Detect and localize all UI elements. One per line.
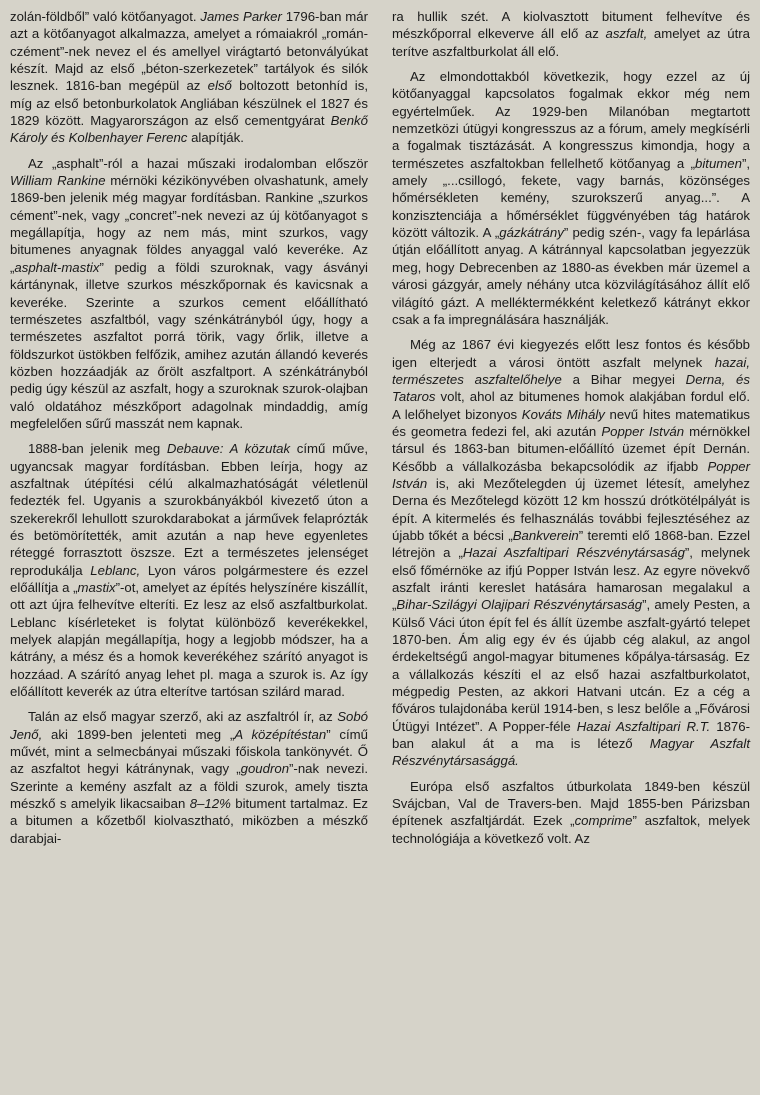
text-run: Európa első aszfaltos útburkolata 1849-ben készül Svájcban, Val de Travers-ben. Majd 1855-ben Párizsban építenek aszfaltjárdát. Ezek „ bbox=[392, 778, 750, 829]
text-run: Talán az első magyar szerző, aki az aszfaltról ír, az bbox=[28, 709, 338, 725]
text-run: mérnöki kézikönyvében olvashatunk, amely 1869-ben jelenik még magyar fordításban. Rankine „szurkos cément”-nek, vagy „concret”-nek nevezi az új kötőanyagot s megállapítja, hogy az nem más, mint szurkos, vagy bitumenes anyagnak földes anyaggal való keveréke. Az „ bbox=[10, 173, 368, 275]
text-run: a Bihar megyei bbox=[561, 371, 686, 387]
text-run: Lyon város polgármestere és ezzel előállítja a „ bbox=[10, 562, 368, 595]
italic-text: Sobó Jenő, bbox=[10, 709, 368, 742]
text-run: is, aki Mezőtelegden új üzemet létesít, amelyhez Derna és Mezőtelegd között 12 km hosszú drótkötélpályát is épít. A kitermelés és felhasználás további fejlesztéséhez az újabb tőkét a bécsi „ bbox=[392, 475, 750, 543]
italic-text: Bankverein bbox=[512, 527, 579, 543]
text-run: ”, amely Pesten, a Külső Váci úton épít fel és állít üzembe aszfalt-gyártó telepet 1870-ben. Ám alig egy év és újabb cég alakul, az angol érdekeltségű angol-magyar bitumenes kőpálya-társaság. Ez a vállalkozás készíti el az első hazai aszfaltburkolatot, mégpedig Pesten, az akkori Hatvani utcán. Ez a cég a főváros tulajdonába kerül 1914-ben, s lesz belőle a „Fővárosi Útügyi Intézet”. A Popper-féle bbox=[392, 597, 751, 734]
italic-text: Popper István bbox=[601, 423, 685, 439]
text-run: ” aszfaltok, melyek technológiája a következő volt. Az bbox=[392, 813, 751, 846]
text-run: volt, ahol az bitumenes homok alakjában fordul elő. A lelőhelyet bizonyos bbox=[392, 389, 750, 422]
paragraph bbox=[10, 8, 368, 147]
text-run: zolán-földből” való kötőanyagot. bbox=[10, 9, 201, 24]
right-column bbox=[392, 8, 750, 1095]
text-run: ” teremti elő 1868-ban. Ezzel létrejön a „ bbox=[392, 527, 751, 561]
italic-text: bitumen bbox=[695, 155, 742, 171]
italic-text: Benkő Károly és Kolbenhayer Ferenc bbox=[10, 113, 368, 146]
italic-text: gázkátrány bbox=[499, 225, 564, 241]
paragraph bbox=[392, 8, 750, 60]
italic-text: Hazai Aszfaltipari Részvénytársaság bbox=[462, 545, 685, 561]
text-run: Az elmondottakból következik, hogy ezzel az új kötőanyaggal kapcsolatos fogalmak ekkor még nem egyértelműek. Az 1929-ben Milanóban megtartott nemzetközi útügyi kongresszus az a fórum, amely megkísérli a fogalmak tisztázását. A kongresszus kimondja, hogy a természetes aszfaltokban fellelhető kötőanyag a „ bbox=[392, 69, 750, 171]
paragraph bbox=[10, 155, 368, 433]
text-run: ”-nak nevezi. Szerinte a kemény aszfalt az a földi szurok, amely tiszta mészkő s amelyik likacsaiban bbox=[10, 761, 368, 812]
italic-text: asphalt-mastix bbox=[14, 259, 100, 275]
text-run: ”, melynek első főmérnöke az ifjú Popper István lesz. Az egyre növekvő aszfalt iránti kereslet hatására hamarosan megalakul a „ bbox=[392, 545, 750, 613]
italic-text: James Parker bbox=[200, 9, 282, 24]
italic-text: az bbox=[643, 458, 658, 474]
paragraph bbox=[10, 708, 368, 847]
text-run: bitument tartalmaz. Ez a bitumen a kőzetből kiolvasztható, miközben a mészkő darabjai- bbox=[10, 796, 368, 846]
text-run: ifjabb bbox=[657, 458, 708, 474]
paragraph bbox=[392, 778, 750, 847]
text-run: boltozott betonhíd is, míg az első betonburkolatok Angliában készülnek el 1827 és 1829 között. Magyarországon az első cementgyárat bbox=[10, 78, 368, 129]
text-run: alapítják. bbox=[187, 130, 244, 146]
italic-text: első bbox=[207, 78, 232, 94]
text-run: Az „asphalt”-ról a hazai műszaki irodalomban először bbox=[28, 155, 368, 171]
text-run: 1796-ban már azt a kötőanyagot alkalmazza, amelyet a rómaiakról „román-czément”-nek nevez el és amellyel virágtartó betonvályúkat készít. Majd az első „béton-szerkezetek” tartályok és silók lesznek. 1816-ban megépül az bbox=[10, 9, 368, 94]
text-run: 1888-ban jelenik meg bbox=[28, 441, 167, 457]
italic-text: A középítéstan bbox=[234, 726, 327, 742]
text-run: nevű hites matematikus és geometra fedezi fel, aki azután bbox=[392, 406, 751, 439]
text-run: ” pedig a földi szuroknak, vagy ásványi kártánynak, illetve szurkos mészkőpornak és kavicsnak a keveréke. Szerinte a szurkos cement előállítható természetes aszfaltból, vagy szénkátrányból úgy, hogy a természetes aszfaltot porrá törik, vagy őrlik, illetve a földszurkot üstökben felfőzik, amihez azután állandó keverés közben hozzáadják az őrölt aszfaltport. A szénkátrányból pedig úgy készül az aszfalt, hogy a szuroknak szurok-olajban való oldatához mészkőport adagolnak mindaddig, amíg megfelelően sűrű masszát nem kapnak. bbox=[10, 259, 368, 431]
text-run: című műve, ugyancsak magyar fordításban. Ebben leírja, hogy az aszfaltnak útépítési célú alkalmazhatóságát véletlenül fedezték fel. Ugyanis a szurokbányákból kivezető úton a szekerekről lehullott szurokdarabokat a járművek felaprózták és betömörítették, amit azután a nap heve egyenletes réteggé forrasztott öszsze. Ezt a természetes jelenséget reprodukálja bbox=[10, 441, 368, 578]
italic-text: Bihar-Szilágyi Olajipari Részvénytársaság bbox=[396, 597, 643, 613]
italic-text: Kováts Mihály bbox=[521, 406, 605, 422]
italic-text: aszfalt, bbox=[605, 26, 648, 42]
italic-text: Popper István bbox=[392, 458, 751, 491]
text-run: amelyet az útra terítve aszfaltburkolat áll elő. bbox=[392, 26, 750, 59]
italic-text: Magyar Aszfalt Részvénytársasággá. bbox=[392, 736, 750, 769]
text-run: ” pedig szén-, vagy fa lepárlása útján előállított anyag. A kátránnyal kapcsolatban jegyezzük meg, hogy Debrecenben az 1880-as években már üzemel a városi gázgyár, amely néhány utca közvilágításához állít elő világító gázt. A melléktermékként keletkező kátrányt ekkor csak a fa impregnálására használják. bbox=[392, 225, 750, 327]
italic-text: William Rankine bbox=[10, 173, 106, 189]
text-run: 1876-ban alakul át a ma is létező bbox=[392, 718, 750, 752]
text-run: ”-ot, amelyet az építés helyszínére kiszállít, ott azt újra felhevítve elteríti. Ez lesz az első aszfaltburkolat. Leblanc kísérleteket is folytat különböző keverékekkel, melyek alapján megállapítja, hogy a legjobb módszer, ha a kátrány, a mész és a homok keverékéhez szárító anyagot is hozzáad. A szárító anyag lehet pl. maga a szurok is. Az így előállított keverék az útra elterítve tartósan szilárd marad. bbox=[10, 580, 368, 700]
italic-text: comprime bbox=[574, 813, 633, 829]
italic-text: hazai, természetes aszfaltelőhelye bbox=[392, 354, 750, 387]
text-run: mérnökkel társul és 1863-ban bitumen-előállító üzemet épít Dernán. Később a vállalkozásba bekapcsolódik bbox=[392, 423, 750, 474]
text-run: ” című művét, mint a selmecbányai műszaki főiskola tankönyvét. Ő az aszfaltot hegyi kátránynak, vagy „ bbox=[10, 726, 368, 777]
text-run: ”, amely „...csillogó, fekete, vagy barnás, közönséges hőmérsékleten kemény, szurokszerű anyag...”. A konzisztenciája a hőmérséklet függvényében tág határok között változik. A „ bbox=[392, 155, 750, 241]
italic-text: Derna, és Tataros bbox=[392, 371, 750, 405]
text-run: aki 1899-ben jelenteti meg „ bbox=[42, 726, 235, 742]
text-run: Még az 1867 évi kiegyezés előtt lesz fontos és később igen elterjedt a városi öntött aszfalt melynek bbox=[392, 337, 750, 370]
left-column bbox=[10, 8, 368, 1095]
paragraph bbox=[392, 68, 750, 328]
italic-text: 8–12% bbox=[189, 796, 231, 812]
italic-text: Hazai Aszfaltipari R.T. bbox=[576, 718, 711, 734]
italic-text: Leblanc, bbox=[90, 562, 141, 578]
paragraph bbox=[10, 440, 368, 700]
paragraph bbox=[392, 336, 750, 770]
text-run: ra hullik szét. A kiolvasztott bitument felhevítve és mészkőporral elkeverve áll elő az bbox=[392, 9, 750, 42]
italic-text: mastix bbox=[77, 580, 116, 595]
italic-text: Debauve: A közutak bbox=[166, 441, 291, 457]
italic-text: goudron bbox=[240, 761, 290, 777]
